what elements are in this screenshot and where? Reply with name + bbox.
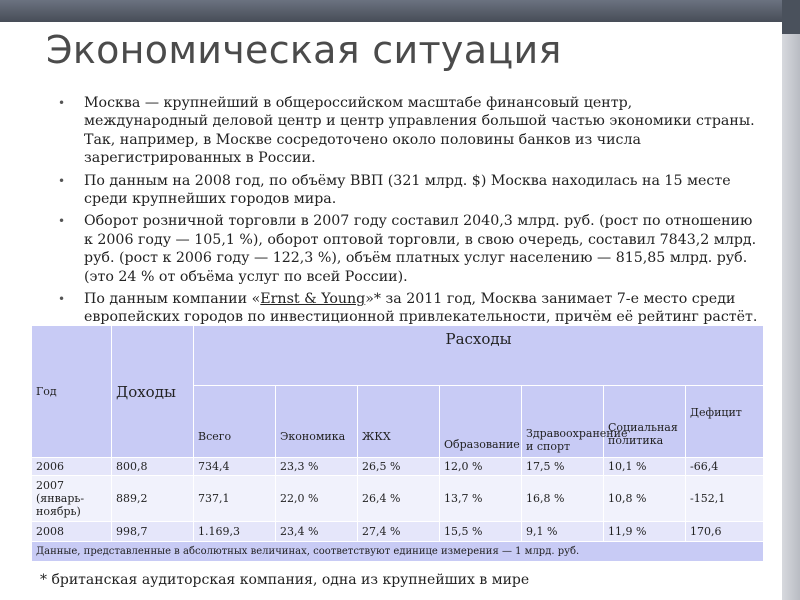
cell-social: 10,1 % bbox=[604, 458, 686, 476]
header-health: Здравоохранение и спорт bbox=[522, 386, 604, 458]
budget-table bbox=[31, 325, 764, 562]
bullet-text: По данным на 2008 год, по объёму ВВП (321 млрд. $) Москва находилась на 15 месте среди крупнейших городов мира. bbox=[84, 172, 731, 208]
cell-income: 889,2 bbox=[112, 476, 194, 522]
slide-title: Экономическая ситуация bbox=[46, 28, 562, 72]
cell-education: 15,5 % bbox=[440, 522, 522, 542]
cell-year: 2007 (январь-ноябрь) bbox=[32, 476, 112, 522]
cell-total: 737,1 bbox=[194, 476, 276, 522]
right-bar bbox=[782, 0, 800, 600]
cell-total: 1.169,3 bbox=[194, 522, 276, 542]
cell-social: 10,8 % bbox=[604, 476, 686, 522]
bullet-marker: • bbox=[58, 173, 66, 188]
header-housing: ЖКХ bbox=[358, 386, 440, 458]
cell-health: 9,1 % bbox=[522, 522, 604, 542]
cell-health: 16,8 % bbox=[522, 476, 604, 522]
bullet-marker: • bbox=[58, 292, 66, 307]
bullet-text: Оборот розничной торговли в 2007 году составил 2040,3 млрд. руб. (рост по отношению к 2006 году — 105,1 %), оборот оптовой торговли, в свою очередь, составил 7843,2 млрд. руб. (рост к 2006 году — 122,3 %), объём платных услуг населению — 815,85 млрд. руб. (это 24 % от объёма услуг по всей России). bbox=[84, 213, 757, 285]
bullet-item bbox=[58, 172, 758, 209]
cell-economy: 23,3 % bbox=[276, 458, 358, 476]
bullet-text: Москва — крупнейший в общероссийском масштабе финансовый центр, международный деловой центр и центр управления большой частью экономики страны. Так, например, в Москве сосредоточено около половины банков из числа зарегистрированных в России. bbox=[84, 95, 755, 167]
cell-health: 17,5 % bbox=[522, 458, 604, 476]
cell-deficit: 170,6 bbox=[686, 522, 764, 542]
bullet-item bbox=[58, 290, 758, 327]
cell-income: 800,8 bbox=[112, 458, 194, 476]
header-deficit: Дефицит bbox=[686, 386, 764, 458]
cell-deficit: -152,1 bbox=[686, 476, 764, 522]
cell-deficit: -66,4 bbox=[686, 458, 764, 476]
cell-education: 12,0 % bbox=[440, 458, 522, 476]
header-economy: Экономика bbox=[276, 386, 358, 458]
header-total: Всего bbox=[194, 386, 276, 458]
table-note: Данные, представленные в абсолютных величинах, соответствуют единице измерения — 1 млрд. руб. bbox=[32, 542, 764, 562]
cell-economy: 23,4 % bbox=[276, 522, 358, 542]
table-row bbox=[32, 458, 764, 476]
bullet-item bbox=[58, 212, 758, 286]
cell-year: 2008 bbox=[32, 522, 112, 542]
header-expenses: Расходы bbox=[194, 326, 764, 386]
header-social: Социальная политика bbox=[604, 386, 686, 458]
cell-housing: 27,4 % bbox=[358, 522, 440, 542]
bullet-item bbox=[58, 94, 758, 168]
cell-housing: 26,4 % bbox=[358, 476, 440, 522]
bullet-list bbox=[58, 94, 758, 331]
cell-housing: 26,5 % bbox=[358, 458, 440, 476]
top-bar bbox=[0, 0, 800, 22]
cell-social: 11,9 % bbox=[604, 522, 686, 542]
bullet-marker: • bbox=[58, 96, 66, 110]
footnote: * британская аудиторская компания, одна из крупнейших в мире bbox=[40, 572, 530, 588]
table-row bbox=[32, 522, 764, 542]
bullet-text-pre: По данным компании « bbox=[84, 291, 261, 308]
right-bar-accent bbox=[782, 0, 800, 34]
table-row bbox=[32, 476, 764, 522]
cell-income: 998,7 bbox=[112, 522, 194, 542]
header-income: Доходы bbox=[112, 326, 194, 458]
cell-education: 13,7 % bbox=[440, 476, 522, 522]
ernst-young-link[interactable]: Ernst & Young bbox=[260, 291, 366, 308]
header-education: Образование bbox=[440, 386, 522, 458]
header-year: Год bbox=[32, 326, 112, 458]
bullet-marker: • bbox=[58, 214, 66, 229]
cell-economy: 22,0 % bbox=[276, 476, 358, 522]
cell-total: 734,4 bbox=[194, 458, 276, 476]
bullet-text-post: »* за 2011 год, Москва занимает 7-е место среди европейских городов по инвестиционной привлекательности, причём её рейтинг растёт. bbox=[84, 291, 758, 326]
cell-year: 2006 bbox=[32, 458, 112, 476]
